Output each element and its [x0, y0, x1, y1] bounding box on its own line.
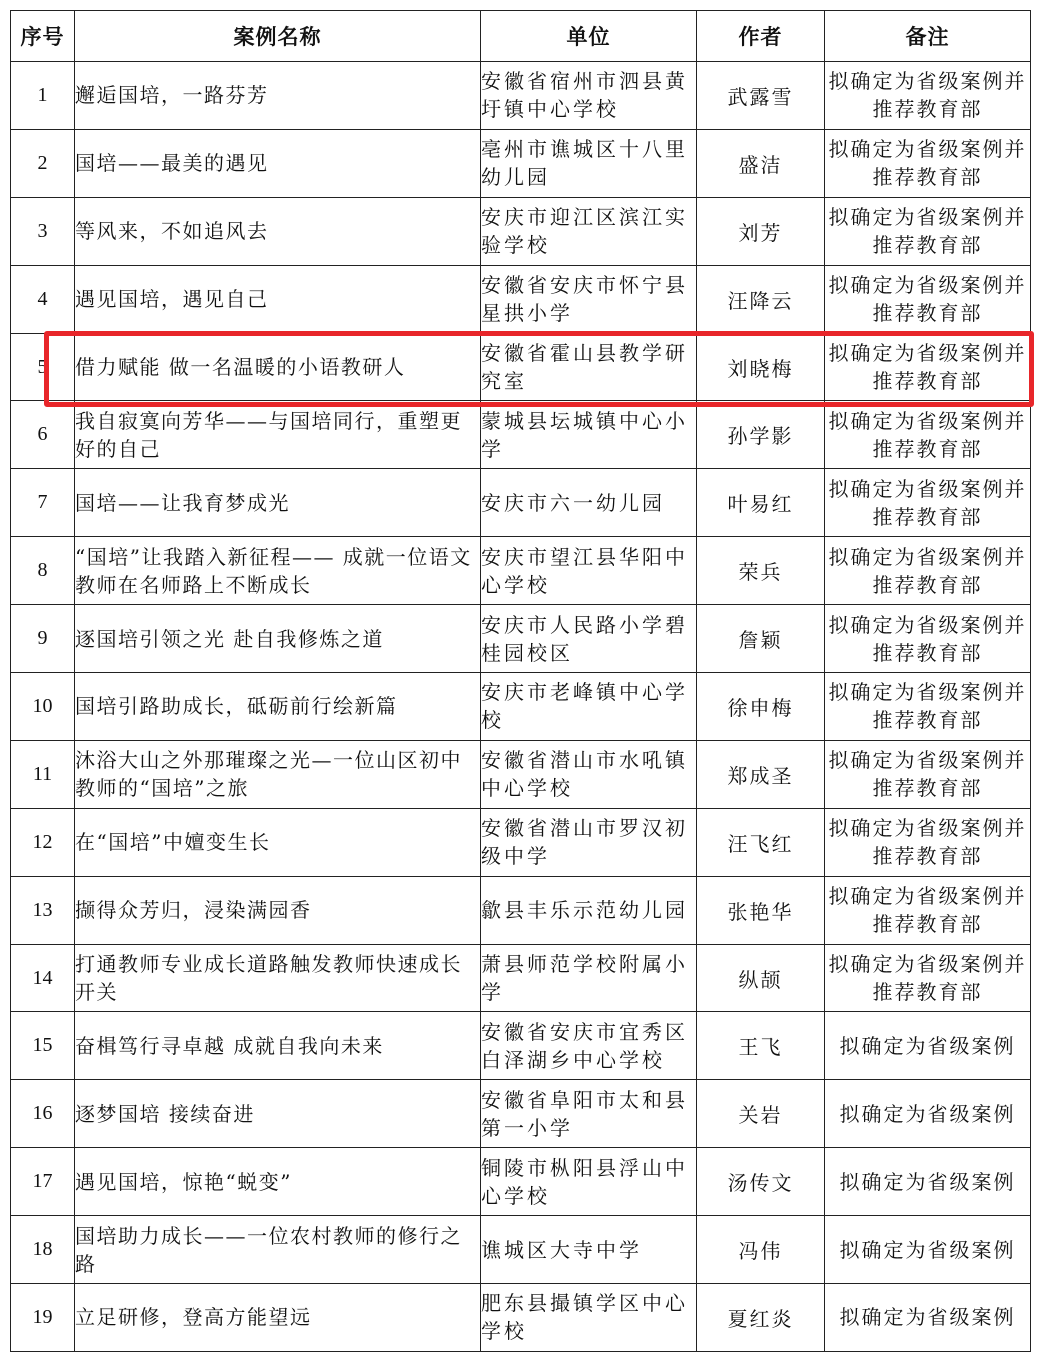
- table-row: [11, 1080, 1031, 1148]
- cell-seq: 3: [11, 197, 75, 265]
- cell-author: 汪降云: [697, 265, 825, 333]
- cell-unit: 安庆市老峰镇中心学校: [481, 673, 697, 741]
- cell-unit: 安庆市迎江区滨江实验学校: [481, 197, 697, 265]
- cell-seq: 17: [11, 1148, 75, 1216]
- cell-case-name: 国培——最美的遇见: [75, 129, 481, 197]
- cell-case-name: 遇见国培，遇见自己: [75, 265, 481, 333]
- header-seq: 序号: [11, 11, 75, 62]
- table-row: [11, 401, 1031, 469]
- cell-note: 拟确定为省级案例: [825, 1148, 1031, 1216]
- table-row: [11, 265, 1031, 333]
- cell-note: 拟确定为省级案例并推荐教育部: [825, 605, 1031, 673]
- cell-unit: 安徽省霍山县教学研究室: [481, 333, 697, 401]
- cell-unit: 亳州市谯城区十八里幼儿园: [481, 129, 697, 197]
- cell-author: 盛洁: [697, 129, 825, 197]
- cell-unit: 铜陵市枞阳县浮山中心学校: [481, 1148, 697, 1216]
- cell-seq: 1: [11, 62, 75, 130]
- cell-seq: 16: [11, 1080, 75, 1148]
- table-row: [11, 1012, 1031, 1080]
- cell-unit: 萧县师范学校附属小学: [481, 944, 697, 1012]
- cell-note: 拟确定为省级案例并推荐教育部: [825, 265, 1031, 333]
- cell-author: 汤传文: [697, 1148, 825, 1216]
- cell-note: 拟确定为省级案例: [825, 1012, 1031, 1080]
- cell-seq: 15: [11, 1012, 75, 1080]
- table-row: [11, 197, 1031, 265]
- cell-author: 张艳华: [697, 876, 825, 944]
- cell-seq: 6: [11, 401, 75, 469]
- cell-unit: 安徽省安庆市怀宁县星拱小学: [481, 265, 697, 333]
- cell-case-name: 借力赋能 做一名温暖的小语教研人: [75, 333, 481, 401]
- cell-author: 刘芳: [697, 197, 825, 265]
- cell-case-name: 沐浴大山之外那璀璨之光—一位山区初中教师的“国培”之旅: [75, 740, 481, 808]
- cell-author: 詹颖: [697, 605, 825, 673]
- header-unit: 单位: [481, 11, 697, 62]
- table-row: [11, 673, 1031, 741]
- cell-seq: 2: [11, 129, 75, 197]
- cell-note: 拟确定为省级案例并推荐教育部: [825, 469, 1031, 537]
- cell-case-name: 国培助力成长——一位农村教师的修行之路: [75, 1216, 481, 1284]
- table-row: [11, 605, 1031, 673]
- cell-case-name: 逐国培引领之光 赴自我修炼之道: [75, 605, 481, 673]
- table-row: [11, 129, 1031, 197]
- cell-author: 汪飞红: [697, 808, 825, 876]
- table-header-row: [11, 11, 1031, 62]
- cell-note: 拟确定为省级案例: [825, 1216, 1031, 1284]
- cell-author: 王飞: [697, 1012, 825, 1080]
- cell-unit: 安徽省安庆市宜秀区白泽湖乡中心学校: [481, 1012, 697, 1080]
- cell-author: 叶易红: [697, 469, 825, 537]
- cell-seq: 8: [11, 537, 75, 605]
- cell-author: 刘晓梅: [697, 333, 825, 401]
- cell-author: 关岩: [697, 1080, 825, 1148]
- cell-note: 拟确定为省级案例并推荐教育部: [825, 62, 1031, 130]
- cell-note: 拟确定为省级案例并推荐教育部: [825, 808, 1031, 876]
- table-row: [11, 1148, 1031, 1216]
- table-row: [11, 537, 1031, 605]
- cell-case-name: 邂逅国培，一路芬芳: [75, 62, 481, 130]
- cell-note: 拟确定为省级案例: [825, 1080, 1031, 1148]
- cell-case-name: 国培引路助成长，砥砺前行绘新篇: [75, 673, 481, 741]
- cell-note: 拟确定为省级案例: [825, 1284, 1031, 1352]
- cell-seq: 18: [11, 1216, 75, 1284]
- cell-seq: 11: [11, 740, 75, 808]
- cell-case-name: 奋楫笃行寻卓越 成就自我向未来: [75, 1012, 481, 1080]
- cell-unit: 安徽省阜阳市太和县第一小学: [481, 1080, 697, 1148]
- cell-unit: 肥东县撮镇学区中心学校: [481, 1284, 697, 1352]
- table-row: [11, 1216, 1031, 1284]
- cell-author: 荣兵: [697, 537, 825, 605]
- cell-case-name: 撷得众芳归，浸染满园香: [75, 876, 481, 944]
- cell-note: 拟确定为省级案例并推荐教育部: [825, 401, 1031, 469]
- cell-unit: 安庆市人民路小学碧桂园校区: [481, 605, 697, 673]
- header-case-name: 案例名称: [75, 11, 481, 62]
- cell-note: 拟确定为省级案例并推荐教育部: [825, 537, 1031, 605]
- table-row: [11, 808, 1031, 876]
- cell-case-name: 打通教师专业成长道路触发教师快速成长开关: [75, 944, 481, 1012]
- cell-case-name: 立足研修，登高方能望远: [75, 1284, 481, 1352]
- cell-case-name: 等风来，不如追风去: [75, 197, 481, 265]
- cell-case-name: 遇见国培，惊艳“蜕变”: [75, 1148, 481, 1216]
- cell-seq: 19: [11, 1284, 75, 1352]
- table-row: [11, 469, 1031, 537]
- cell-unit: 安徽省宿州市泗县黄圩镇中心学校: [481, 62, 697, 130]
- cell-unit: 安庆市六一幼儿园: [481, 469, 697, 537]
- table-row: [11, 62, 1031, 130]
- cell-case-name: “国培”让我踏入新征程—— 成就一位语文教师在名师路上不断成长: [75, 537, 481, 605]
- cell-seq: 14: [11, 944, 75, 1012]
- case-table: [10, 10, 1031, 1352]
- cell-unit: 安徽省潜山市水吼镇中心学校: [481, 740, 697, 808]
- cell-note: 拟确定为省级案例并推荐教育部: [825, 740, 1031, 808]
- cell-case-name: 逐梦国培 接续奋进: [75, 1080, 481, 1148]
- cell-author: 孙学影: [697, 401, 825, 469]
- cell-seq: 5: [11, 333, 75, 401]
- cell-case-name: 国培——让我育梦成光: [75, 469, 481, 537]
- cell-unit: 安徽省潜山市罗汉初级中学: [481, 808, 697, 876]
- cell-unit: 蒙城县坛城镇中心小学: [481, 401, 697, 469]
- table-row: [11, 740, 1031, 808]
- cell-unit: 歙县丰乐示范幼儿园: [481, 876, 697, 944]
- cell-note: 拟确定为省级案例并推荐教育部: [825, 944, 1031, 1012]
- cell-seq: 12: [11, 808, 75, 876]
- header-author: 作者: [697, 11, 825, 62]
- cell-author: 冯伟: [697, 1216, 825, 1284]
- cell-note: 拟确定为省级案例并推荐教育部: [825, 197, 1031, 265]
- cell-case-name: 在“国培”中嬗变生长: [75, 808, 481, 876]
- header-note: 备注: [825, 11, 1031, 62]
- table-row: [11, 876, 1031, 944]
- cell-note: 拟确定为省级案例并推荐教育部: [825, 673, 1031, 741]
- cell-unit: 安庆市望江县华阳中心学校: [481, 537, 697, 605]
- table-row: [11, 333, 1031, 401]
- cell-seq: 7: [11, 469, 75, 537]
- cell-seq: 10: [11, 673, 75, 741]
- cell-seq: 9: [11, 605, 75, 673]
- cell-seq: 4: [11, 265, 75, 333]
- cell-author: 纵颉: [697, 944, 825, 1012]
- cell-note: 拟确定为省级案例并推荐教育部: [825, 129, 1031, 197]
- cell-case-name: 我自寂寞向芳华——与国培同行，重塑更好的自己: [75, 401, 481, 469]
- cell-author: 夏红炎: [697, 1284, 825, 1352]
- table-row: [11, 944, 1031, 1012]
- cell-seq: 13: [11, 876, 75, 944]
- table-row: [11, 1284, 1031, 1352]
- table-body: [11, 62, 1031, 1352]
- cell-note: 拟确定为省级案例并推荐教育部: [825, 876, 1031, 944]
- cell-author: 徐申梅: [697, 673, 825, 741]
- cell-note: 拟确定为省级案例并推荐教育部: [825, 333, 1031, 401]
- cell-author: 郑成圣: [697, 740, 825, 808]
- cell-unit: 谯城区大寺中学: [481, 1216, 697, 1284]
- cell-author: 武露雪: [697, 62, 825, 130]
